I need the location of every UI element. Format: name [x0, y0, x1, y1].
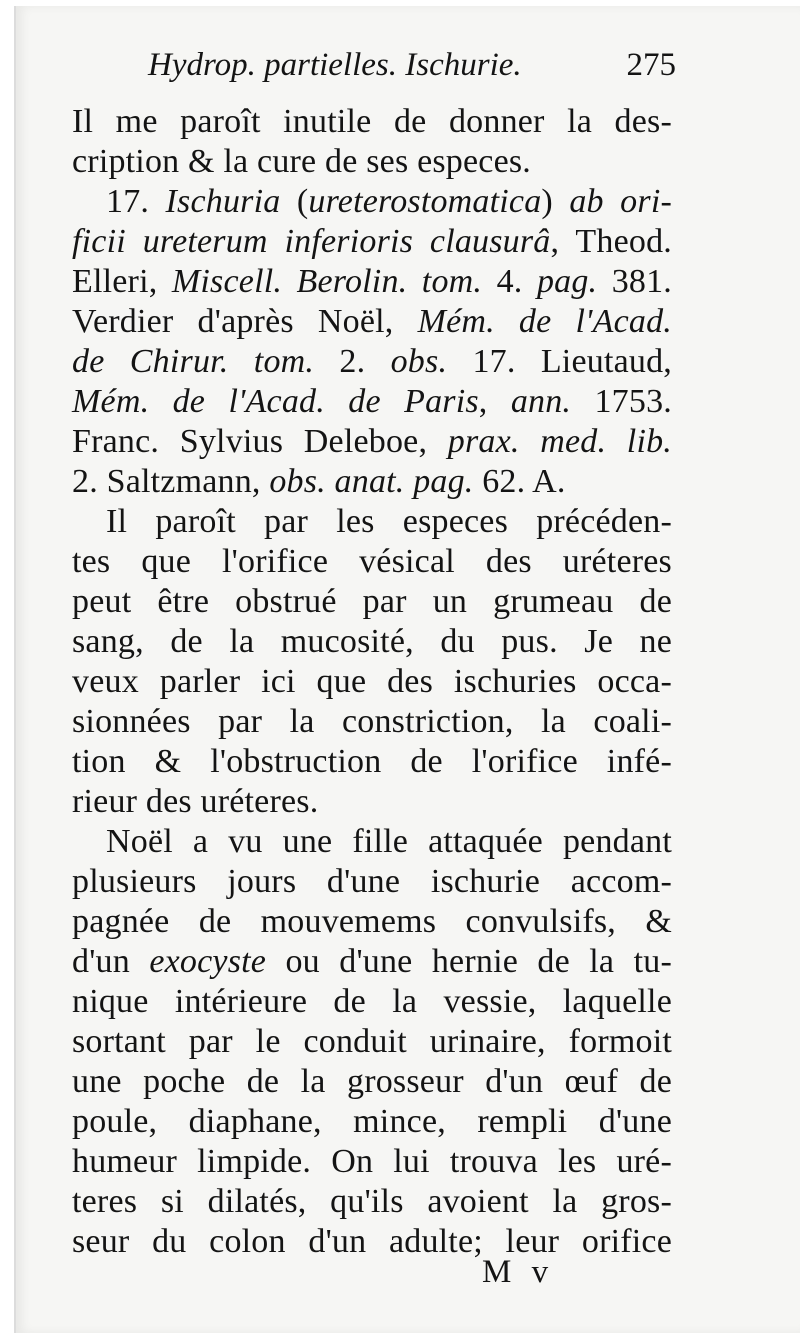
text-line: [72, 182, 672, 222]
text-fragment: exocyste: [149, 943, 267, 980]
text-line: teres si dilatés, qu'ils avoient la gros-: [72, 1183, 672, 1220]
running-title: Hydrop. partielles. Ischurie.: [148, 47, 522, 83]
text-fragment: ureterostomatica: [308, 183, 542, 220]
text-line: une poche de la grosseur d'un œuf de: [72, 1063, 672, 1100]
text-fragment: obs.: [390, 343, 448, 380]
signature-mark: M v: [482, 1254, 555, 1290]
text-fragment: 1753.: [571, 383, 672, 420]
text-line: tes que l'orifice vésical des uréteres: [72, 543, 672, 580]
text-line: sang, de la mucosité, du pus. Je ne: [72, 623, 672, 660]
text-line: nique intérieure de la vessie, laquelle: [72, 983, 672, 1020]
text-fragment: Mém. de l'Acad.: [417, 303, 672, 340]
text-line: [72, 382, 672, 422]
text-fragment: 17. Lieutaud,: [447, 343, 672, 380]
text-fragment: obs. anat. pag.: [269, 463, 474, 500]
text-fragment: Ischuria: [165, 183, 281, 220]
text-line: plusieurs jours d'une ischurie accom-: [72, 863, 672, 900]
text-line: [72, 422, 672, 462]
text-line: peut être obstrué par un grumeau de: [72, 583, 672, 620]
text-fragment: Elleri,: [72, 263, 172, 300]
text-fragment: pag.: [536, 263, 598, 300]
text-line: [72, 262, 672, 302]
text-fragment: prax. med. lib.: [447, 423, 672, 460]
text-fragment: d'un: [72, 943, 150, 980]
body-text: [72, 102, 672, 1262]
text-fragment: Verdier d'après Noël,: [72, 303, 418, 340]
text-line: seur du colon d'un adulte; leur orifice: [72, 1223, 672, 1260]
text-fragment: (: [280, 183, 309, 220]
text-fragment: 2.: [314, 343, 391, 380]
text-line: Il paroît par les especes précéden-: [106, 503, 672, 540]
text-fragment: 62. A.: [473, 463, 566, 500]
text-line: pagnée de mouvemems convulsifs, &: [72, 903, 672, 940]
text-fragment: ficii ureterum inferioris clausurâ: [72, 223, 551, 260]
text-line: Il me paroît inutile de donner la des-: [72, 103, 672, 140]
text-fragment: ,: [478, 383, 511, 420]
text-line: Noël a vu une fille attaquée pendant: [106, 823, 672, 860]
text-line: [72, 942, 672, 982]
text-line: veux parler ici que des ischuries occa-: [72, 663, 672, 700]
text-fragment: ou d'une hernie de la tu-: [266, 943, 672, 980]
text-line: poule, diaphane, mince, rempli d'une: [72, 1103, 672, 1140]
text-line: sortant par le conduit urinaire, formoit: [72, 1023, 672, 1060]
text-fragment: de Chirur. tom.: [72, 343, 315, 380]
text-line: tion & l'obstruction de l'orifice infé-: [72, 743, 672, 780]
text-line: cription & la cure de ses especes.: [72, 143, 532, 180]
text-line: rieur des uréteres.: [72, 783, 319, 820]
text-fragment: 17.: [106, 183, 166, 220]
text-fragment: 381.: [597, 263, 673, 300]
book-page: [14, 6, 800, 1333]
page-number: 275: [626, 47, 676, 83]
text-fragment: Franc. Sylvius Deleboe,: [72, 423, 448, 460]
text-line: [72, 342, 672, 382]
text-fragment: ann.: [510, 383, 572, 420]
text-line: humeur limpide. On lui trouva les uré-: [72, 1143, 672, 1180]
text-fragment: , Theod.: [550, 223, 672, 260]
text-line: [72, 222, 672, 262]
text-line: [72, 302, 672, 342]
text-fragment: Miscell. Berolin. tom.: [171, 263, 483, 300]
running-header: [86, 47, 676, 91]
text-line: [72, 462, 672, 502]
text-line: sionnées par la constriction, la coali-: [72, 703, 672, 740]
text-fragment: Mém. de l'Acad. de Paris: [72, 383, 479, 420]
text-fragment: 4.: [482, 263, 537, 300]
text-fragment: ): [541, 183, 570, 220]
text-fragment: 2. Saltzmann,: [72, 463, 270, 500]
text-fragment: ab ori-: [569, 183, 672, 220]
